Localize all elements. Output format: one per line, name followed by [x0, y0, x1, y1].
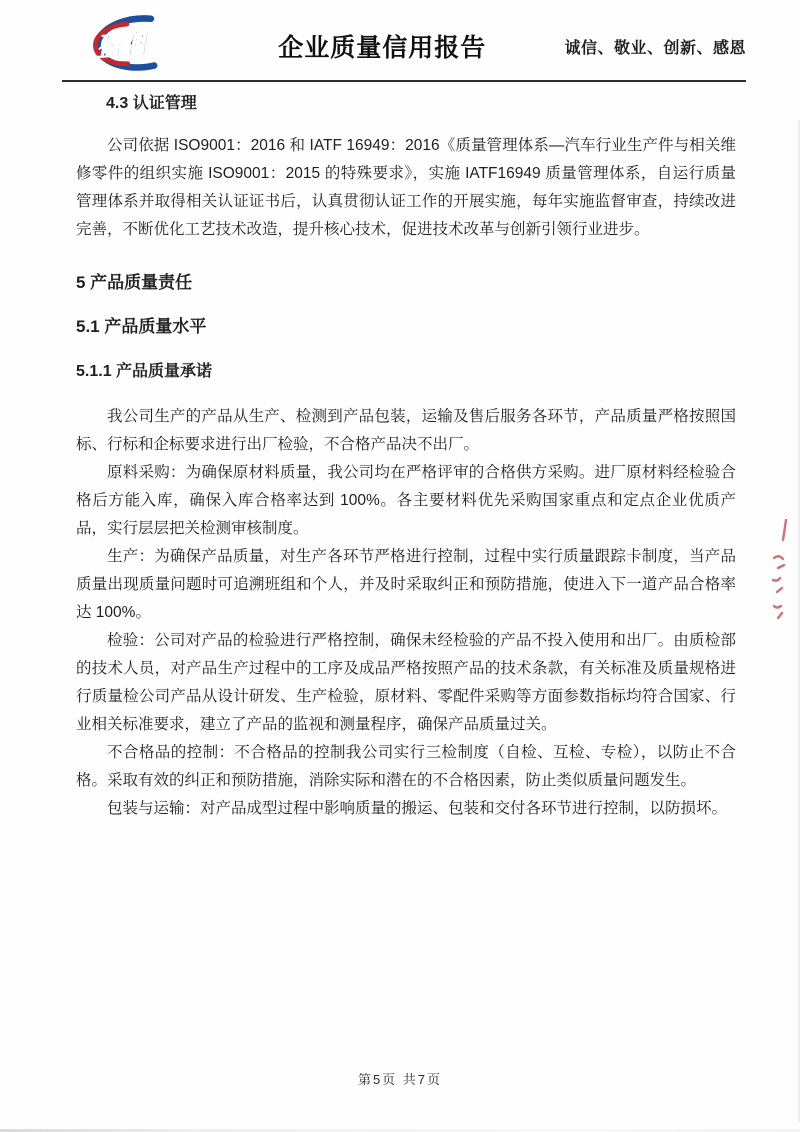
report-title: 企业质量信用报告 [278, 34, 487, 62]
paragraph-raw-materials: 原料采购：为确保原材料质量，我公司均在严格评审的合格供方采购。进厂原材料经检验合格后方能入库，确保入库合格率达到 100%。各主要材料优先采购国家重点和定点企业优质产品，实行层层把关检测审核制度。 [76, 464, 736, 537]
section-heading-5: 5 产品质量责任 [76, 273, 193, 292]
paragraph-production: 生产：为确保产品质量，对生产各环节严格进行控制，过程中实行质量跟踪卡制度，当产品质量出现质量问题时可追溯班组和个人，并及时采取纠正和预防措施，使进入下一道产品合格率达 100%。 [76, 548, 736, 621]
paragraph-certification: 公司依据 ISO9001：2016 和 IATF 16949：2016《质量管理体系—汽车行业生产件与相关维修零件的组织实施 ISO9001：2015 的特殊要求》，实施 IATF16949 质量管理体系，自运行质量管理体系并取得相关认证证书后，认真贯彻认证工作的开展实施，每年实施监督审查，持续改进完善，不断优化工艺技术改造，提升核心技术，促进技术改革与创新引领行业进步。 [76, 137, 736, 238]
paragraph-packaging-transport: 包装与运输：对产品成型过程中影响质量的搬运、包装和交付各环节进行控制，以防损坏。 [107, 800, 728, 817]
section-heading-5-1-1: 5.1.1 产品质量承诺 [76, 363, 213, 380]
header-slogan: 诚信、敬业、创新、感恩 [564, 39, 746, 57]
red-pen-marks [762, 516, 796, 628]
paragraph-inspection: 检验：公司对产品的检验进行严格控制，确保未经检验的产品不投入使用和出厂。由质检部的技术人员，对产品生产过程中的工序及成品严格按照产品的技术条款，有关标准及质量规格进行质量检公司产品从设计研发、生产检验，原材料、零配件采购等方面参数指标均符合国家、行业相关标准要求，建立了产品的监视和测量程序，确保产品质量过关。 [76, 632, 736, 733]
document-body [76, 94, 736, 823]
section-heading-4-3: 4.3 认证管理 [106, 95, 197, 112]
page-footer: 第5页 共7页 [357, 1072, 443, 1087]
page-header [62, 0, 746, 82]
paragraph-quality-overview: 我公司生产的产品从生产、检测到产品包装，运输及售后服务各环节，产品质量严格按照国标、行标和企标要求进行出厂检验，不合格产品决不出厂。 [76, 408, 736, 453]
paragraph-nonconforming-control: 不合格品的控制：不合格品的控制我公司实行三检制度（自检、互检、专检），以防止不合格。采取有效的纠正和预防措施，消除实际和潜在的不合格因素，防止类似质量问题发生。 [76, 744, 736, 789]
logo-text: 盈科 [95, 28, 150, 63]
section-heading-5-1: 5.1 产品质量水平 [76, 317, 207, 336]
yingke-logo [70, 15, 192, 73]
